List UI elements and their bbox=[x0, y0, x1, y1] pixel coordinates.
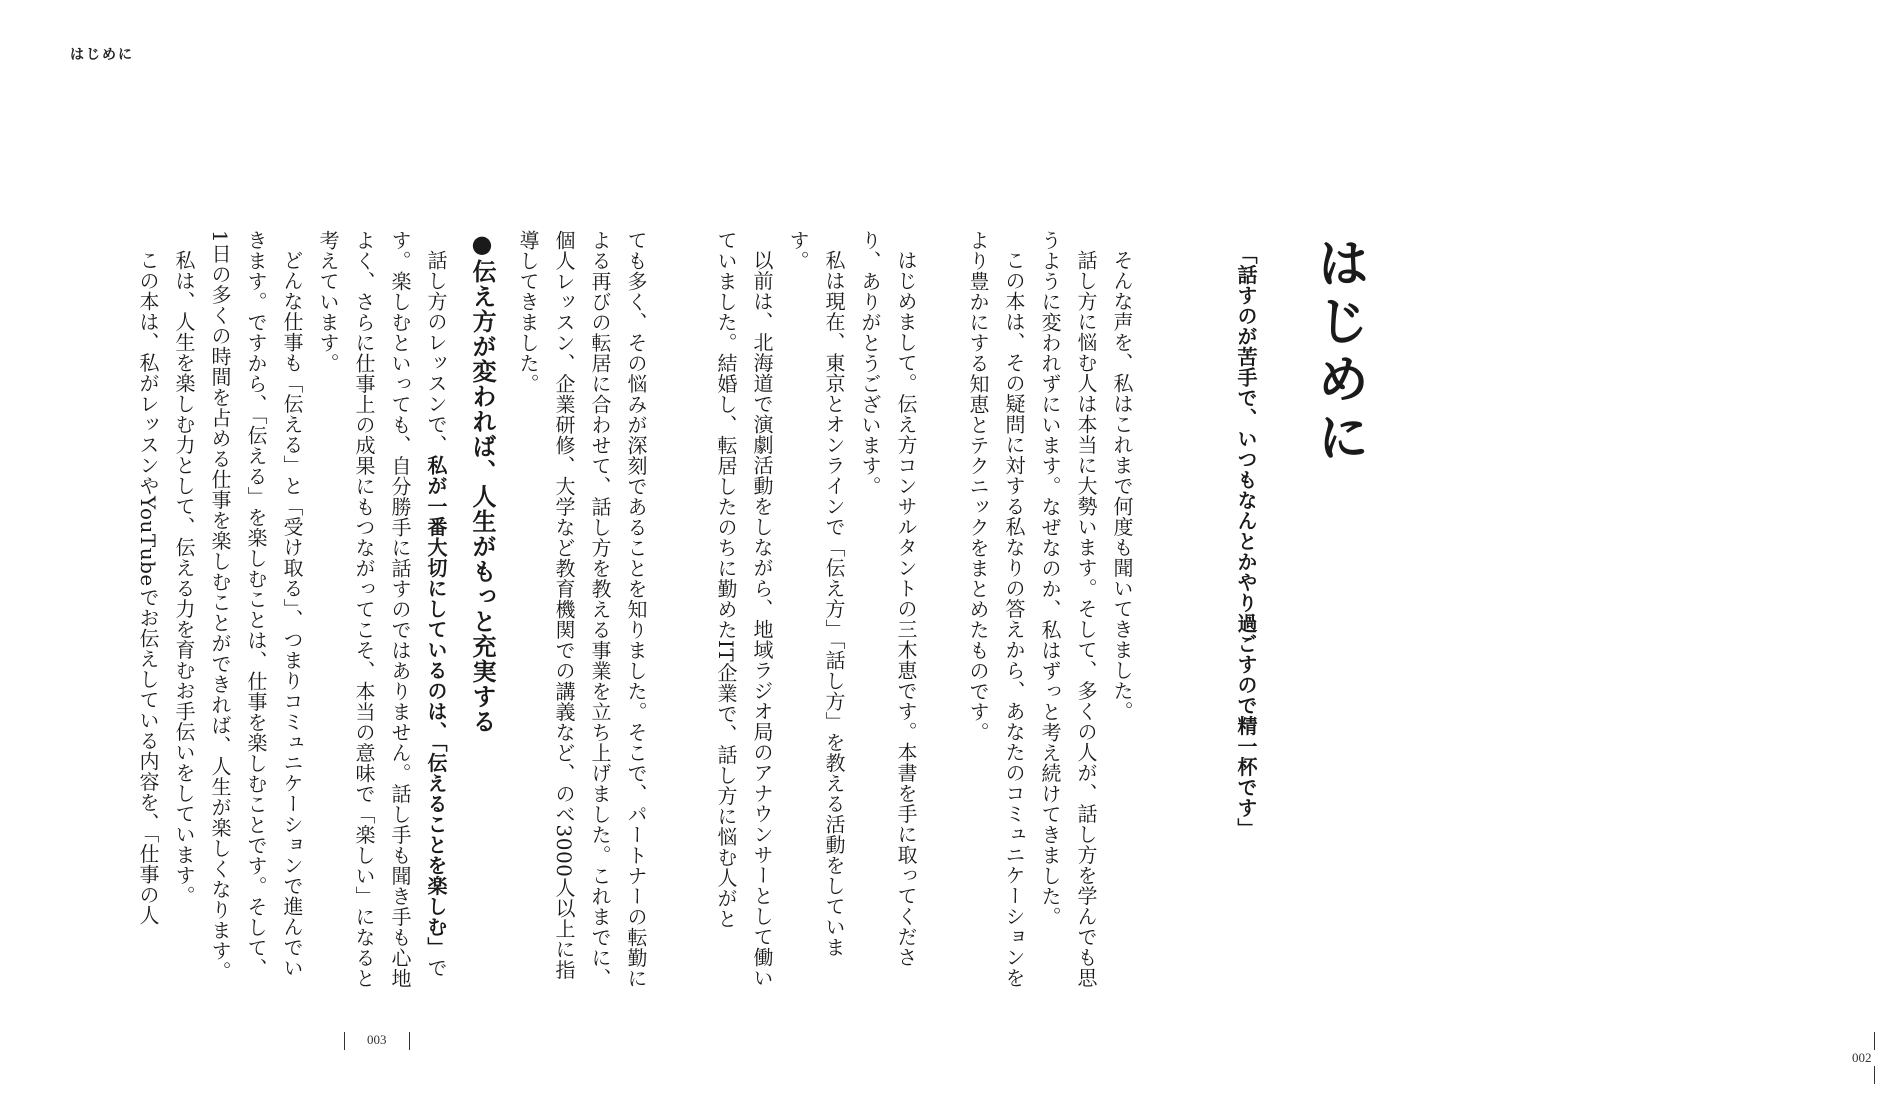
right-page-body bbox=[620, 230, 1140, 990]
right-page bbox=[714, 0, 1872, 1094]
lead-quote: 「話すのが苦手で、いつもなんとかやり過ごすので精一杯です」 bbox=[1234, 244, 1258, 839]
folio-rule bbox=[409, 1032, 410, 1050]
paragraph: ても多く、その悩みが深刻であることを知りました。そこで、パートナーの転勤による再びの転居に合わせて、話し方を教える事業を立ち上げました。これまでに、個人レッスン、企業研修、大学など教育機関での講義など、のべ3000人以上に指導してきました。 bbox=[516, 230, 648, 989]
chapter-title: はじめに bbox=[1308, 236, 1368, 468]
paragraph: どんな仕事も「伝える」と「受け取る」、つまりコミュニケーションで進んでいきます。ですから、「伝える」を楽しむことは、仕事を楽しむことです。そして、1日の多くの時間を占める仕事を楽しむことができれば、人生が楽しくなります。 bbox=[208, 230, 304, 982]
paragraph-text: です。楽しむといっても、自分勝手に話すのではありません。話し手も聞き手も心地よく、さらに仕事上の成果にもつながってこそ、本当の意味で「楽しい」になると考えています。 bbox=[316, 230, 448, 989]
page-number bbox=[1852, 1032, 1897, 1084]
paragraph bbox=[310, 230, 454, 990]
running-head: はじめに bbox=[70, 47, 134, 63]
paragraph: 話し方に悩む人は本当に大勢います。そして、多くの人が、話し方を学んでも思うように変われずにいます。なぜなのか、私はずっと考え続けてきました。 bbox=[1038, 230, 1098, 988]
paragraph: この本は、私がレッスンやYouTubeでお伝えしている内容を、「仕事の人 bbox=[136, 250, 160, 926]
paragraph: そんな声を、私はこれまで何度も聞いてきました。 bbox=[1110, 250, 1134, 722]
folio-rule bbox=[344, 1032, 345, 1050]
paragraph: 私は、人生を楽しむ力として、伝える力を育むお手伝いをしています。 bbox=[172, 250, 196, 906]
paragraph: この本は、その疑問に対する私なりの答えから、あなたのコミュニケーションをより豊かにする知恵とテクニックをまとめたものです。 bbox=[966, 230, 1026, 988]
emphasis-text: 私が一番大切にしているのは、「伝えることを楽しむ」 bbox=[424, 455, 448, 958]
paragraph: 以前は、北海道で演劇活動をしながら、地域ラジオ局のアナウンサーとして働いていました。結婚し、転居したのちに勤めたIT企業で、話し方に悩む人がと bbox=[714, 230, 774, 988]
paragraph: 私は現在、東京とオンラインで「伝え方」「話し方」を教える活動をしています。 bbox=[786, 230, 846, 958]
page-number-text: 003 bbox=[367, 1032, 387, 1047]
paragraph: はじめまして。伝え方コンサルタントの三木恵です。本書を手に取ってくださり、ありがとうございます。 bbox=[858, 230, 918, 968]
left-page-body bbox=[54, 230, 654, 990]
paragraph-text: 話し方のレッスンで、 bbox=[424, 250, 448, 455]
folio-rule bbox=[1874, 1032, 1875, 1050]
page-number bbox=[322, 1032, 432, 1050]
folio-rule bbox=[1874, 1066, 1875, 1084]
section-heading: ●伝え方が変われば、人生がもっと充実する bbox=[468, 230, 496, 734]
page-number-text: 002 bbox=[1852, 1050, 1872, 1066]
